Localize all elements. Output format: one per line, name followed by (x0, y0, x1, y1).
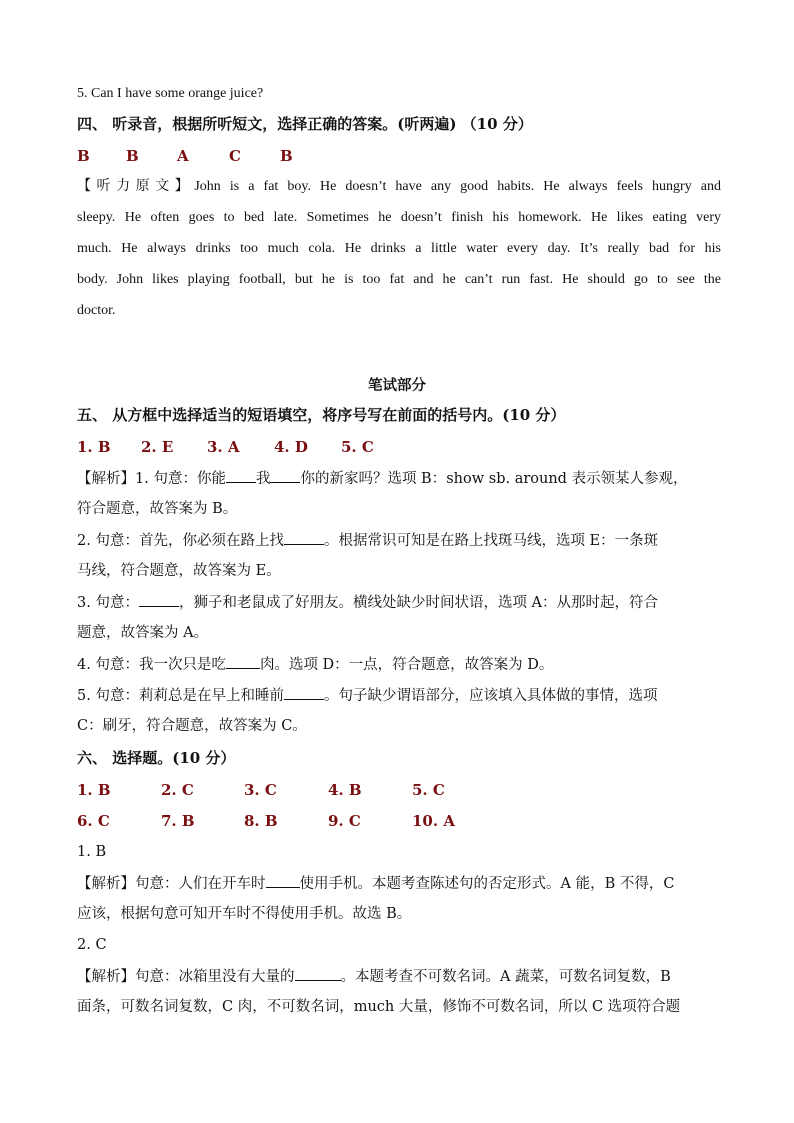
transcript-line-3: much. He always drinks too much cola. He drinks a little water every day. It’s really bad for his (77, 241, 721, 256)
s6-answer-10: 10. A (412, 812, 455, 830)
transcript-line-4: body. John likes playing football, but he is too fat and he can’t run fast. He should go to see the (77, 272, 721, 287)
blank-line (139, 592, 179, 607)
transcript-line-1: 【听力原文】John is a fat boy. He doesn’t have any good habits. He always feels hungry and (77, 179, 721, 194)
s5-explanation-2a: 2. 句意：首先，你必须在路上找 。根据常识可知是在路上找斑马线，选项 E：一条斑 (77, 530, 721, 551)
s6-answer-2: 2. C (161, 781, 194, 799)
s6-answer-1: 1. B (77, 781, 111, 799)
s5-answer-1: 1. B (77, 438, 111, 456)
s6-answer-9: 9. C (328, 812, 361, 830)
s6-answer-3: 3. C (244, 781, 277, 799)
s5-answer-4: 4. D (274, 438, 308, 456)
s5-answer-3: 3. A (207, 438, 240, 456)
s5-explanation-2b: 马线，符合题意，故答案为 E。 (77, 563, 281, 579)
s6-answer-6: 6. C (77, 812, 110, 830)
s6-q1-explanation-b: 应该，根据句意可知开车时不得使用手机。故选 B。 (77, 906, 412, 922)
section-6-heading: 六、 选择题。(10 分） (77, 749, 236, 767)
s4-answer-2: B (126, 147, 139, 165)
s5-explanation-1b: 符合题意，故答案为 B。 (77, 501, 238, 517)
s6-q2-explanation-b: 面条，可数名词复数，C 肉，不可数名词，much 大量，修饰不可数名词，所以 C 选项符合题 (77, 999, 681, 1015)
s5-explanation-3a: 3. 句意： ，狮子和老鼠成了好朋友。横线处缺少时间状语，选项 A：从那时起，符合 (77, 592, 721, 613)
section-5-heading: 五、 从方框中选择适当的短语填空，将序号写在前面的括号内。(10 分） (77, 406, 566, 424)
s5-explanation-1a: 【解析】1. 句意：你能 我 你的新家吗？选项 B：show sb. around 表示领某人参观， (77, 468, 721, 489)
blank-line (295, 966, 341, 981)
section-4-answers (77, 146, 721, 166)
s6-answer-8: 8. B (244, 812, 278, 830)
blank-line (226, 468, 256, 483)
section-6-answers-row-2 (77, 811, 721, 831)
blank-line (284, 685, 324, 700)
s4-answer-5: B (280, 147, 293, 165)
s6-q2-explanation-a: 【解析】句意：冰箱里没有大量的 。本题考查不可数名词。A 蔬菜，可数名词复数，B (77, 966, 721, 987)
s5-answer-5: 5. C (341, 438, 374, 456)
s6-answer-5: 5. C (412, 781, 445, 799)
s5-explanation-5a: 5. 句意：莉莉总是在早上和睡前 。句子缺少谓语部分，应该填入具体做的事情，选项 (77, 685, 721, 706)
section-5-answers (77, 437, 721, 457)
transcript-line-5: doctor. (77, 303, 116, 318)
section-6-answers-row-1 (77, 780, 721, 800)
blank-line (270, 468, 300, 483)
section-4-heading: 四、 听录音，根据所听短文，选择正确的答案。(听两遍) （10 分） (77, 115, 533, 133)
blank-line (284, 530, 324, 545)
written-section-title: 笔试部分 (368, 377, 426, 394)
s5-explanation-3b: 题意，故答案为 A。 (77, 625, 209, 641)
s6-answer-4: 4. B (328, 781, 362, 799)
blank-line (266, 873, 300, 888)
s6-answer-7: 7. B (161, 812, 195, 830)
s6-q1-explanation-a: 【解析】句意：人们在开车时 使用手机。本题考查陈述句的否定形式。A 能，B 不得，C (77, 873, 721, 894)
listening-q5-line: 5. Can I have some orange juice? (77, 86, 264, 101)
s4-answer-4: C (229, 147, 241, 165)
blank-line (226, 654, 260, 669)
s4-answer-1: B (77, 147, 90, 165)
s5-answer-2: 2. E (141, 438, 174, 456)
transcript-line-2: sleepy. He often goes to bed late. Sometimes he doesn’t finish his homework. He likes eating very (77, 210, 721, 225)
s5-explanation-4: 4. 句意：我一次只是吃 肉。选项 D：一点，符合题意，故答案为 D。 (77, 654, 721, 675)
s6-q2-answer: 2. C (77, 937, 107, 953)
s4-answer-3: A (177, 147, 189, 165)
s6-q1-answer: 1. B (77, 844, 107, 860)
s5-explanation-5b: C：刷牙，符合题意，故答案为 C。 (77, 718, 307, 734)
